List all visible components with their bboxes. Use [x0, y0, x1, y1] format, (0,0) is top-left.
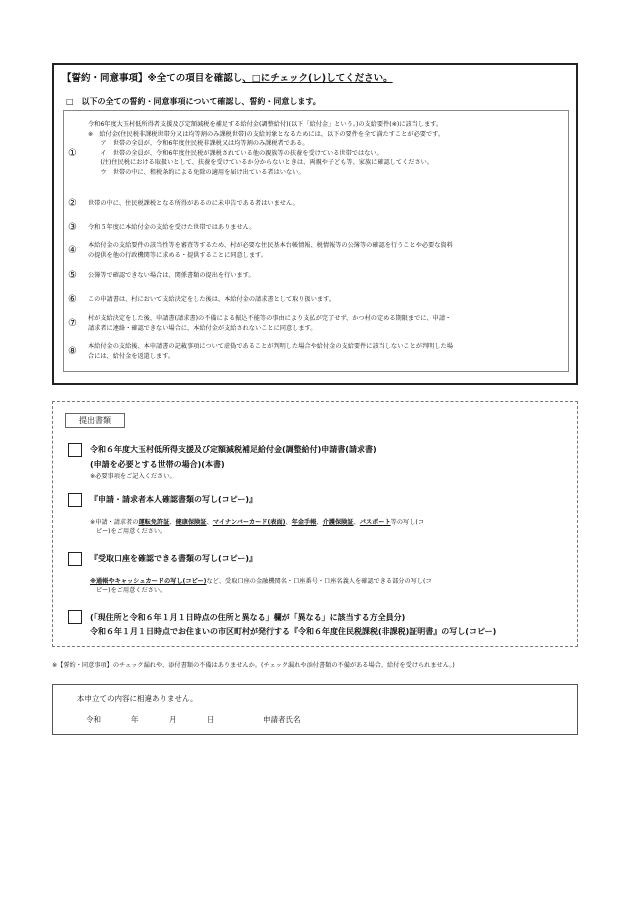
doc3-note: ※通帳やキャッシュカードの写し(コピー)など、受取口座の金融機関名・口座番号・口座名義人を確認できる部分の写し(コ ピー)をご用意ください。: [90, 578, 432, 594]
item-number: ⑧: [68, 346, 77, 357]
consent-item-8: 本給付金の支給後、本申請書の記載事項について虚偽であることが判明した場合や給付金の支給要件に該当しないことが判明した場 合には、給付金を返還します。: [88, 343, 453, 360]
consent-item-3: 令和５年度に本給付金の支給を受けた世帯ではありません。: [88, 224, 256, 231]
agree-all-checkbox-label[interactable]: □ 以下の全ての誓約・同意事項について確認し、誓約・同意します。: [66, 97, 321, 106]
doc2-title: 『申請・請求者本人確認書類の写し(コピー)』: [90, 495, 257, 504]
consent-item-5: 公簿等で確認できない場合は、関係書類の提出を行います。: [88, 272, 255, 279]
declaration-text: 本申立ての内容に相違ありません。: [77, 694, 198, 703]
doc4-condition: (「現住所と令和６年１月１日時点の住所と異なる」欄が「異なる」に該当する方全員分): [90, 613, 406, 622]
consent-title: 【誓約・同意事項】※全ての項目を確認し、□にチェック(レ)してください。: [62, 73, 393, 84]
date-day-label: 日: [207, 715, 215, 724]
consent-item-4: 本給付金の支給要件の該当性等を審査等するため、村が必要な住民基本台帳情報、税情報等の公簿等の確認を行うことや必要な資料 の提供を他の行政機関等に求める・提供することに同意します。: [88, 242, 453, 259]
doc3-title: 『受取口座を確認できる書類の写し(コピー)』: [90, 554, 257, 563]
item-number: ⑤: [68, 270, 77, 281]
doc1-subtitle: (申請を必要とする世帯の場合)(本書): [90, 460, 225, 469]
item-number: ②: [68, 198, 77, 209]
doc2-checkbox[interactable]: [68, 493, 82, 507]
item-number: ①: [68, 148, 77, 159]
doc4-title: 令和６年１月１日時点でお住まいの市区町村が発行する『令和６年度住民税課税(非課税)証明書』の写し(コピー): [90, 627, 497, 636]
checklist-footnote: ※【誓約・同意事項】のチェック漏れや、添付書類の不備はありませんか。(チェック漏れや添付書類の不備がある場合、給付を受けられません。): [52, 662, 455, 669]
consent-item-7: 村が支給決定をした後、申請書(請求書)の不備による振込不能等の事由により支払が完了せず、かつ村の定める期限までに、申請・ 請求者に連絡・確認できない場合に、本給付金が支給されないことに同意します。: [88, 315, 452, 332]
item-number: ④: [68, 245, 77, 256]
doc1-note: ※必要事項をご記入ください。: [90, 473, 176, 480]
doc1-title: 令和６年度大玉村低所得支援及び定額減税補足給付金(調整給付)申請書(請求書): [90, 445, 377, 454]
item-number: ⑥: [68, 294, 77, 305]
item-number: ③: [68, 222, 77, 233]
date-year-label: 年: [131, 715, 139, 724]
doc3-checkbox[interactable]: [68, 552, 82, 566]
date-era-label: 令和: [86, 715, 101, 724]
consent-item-6: この申請書は、村において支給決定をした後は、本給付金の請求書として取り扱います。: [88, 296, 336, 303]
applicant-name-label: 申請者氏名: [263, 715, 301, 724]
doc2-note: ※申請・請求者の運転免許証、健康保険証、マイナンバーカード(表面)、年金手帳、介護保険証、パスポート等の写し(コ ピー)をご用意ください。: [90, 519, 425, 535]
doc1-checkbox[interactable]: [68, 443, 82, 457]
date-month-label: 月: [169, 715, 177, 724]
declaration-section: [52, 684, 578, 735]
documents-heading: 提出書類: [65, 413, 125, 428]
consent-item-2: 世帯の中に、住民税課税となる所得があるのに未申告である者はいません。: [88, 200, 299, 207]
doc4-checkbox[interactable]: [68, 610, 82, 624]
consent-item-1: 令和6年度大玉村低所得者支援及び定額減税を補足する給付金(調整給付)(以下「給付金」という。)の支給要件(※)に該当します。 ※ 給付金(住民税非課税世帯分又は均等割のみ課税世帯)の支給対象となるためには、以下の要件を全て満たすことが必要です。 ア 世帯の全員が、令和6年度住民税非課税又は均等割のみ課税者である。 イ 世帯の全員が、令和6年度住民税が課税されている他の親族等の扶養を受けている世帯ではない。 (注)住民税における取扱いとして、扶養を受けているか分からないときは、両親や子ども等、家族に確認してください。 ウ 世帯の中に、租税条約による免除の適用を届け出ている者はいない。: [88, 121, 445, 176]
item-number: ⑦: [68, 318, 77, 329]
